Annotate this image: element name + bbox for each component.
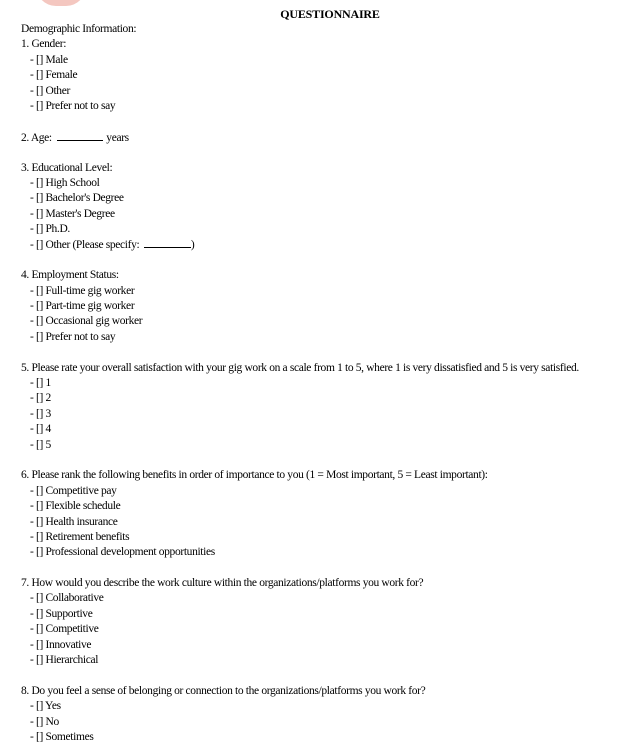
option-rating-5[interactable]: - [] 5: [30, 438, 51, 451]
question-benefits-rank: [21, 468, 638, 560]
option-flexible-schedule[interactable]: - [] Flexible schedule: [30, 500, 121, 513]
question-text: 6. Please rank the following benefits in order of importance to you (1 = Most important, 5 = Least important):: [21, 469, 488, 482]
option-masters[interactable]: - [] Master's Degree: [30, 207, 115, 220]
option-prefer-not-to-say[interactable]: - [] Prefer not to say: [30, 99, 116, 112]
option-collaborative[interactable]: - [] Collaborative: [30, 592, 104, 605]
option-label: - [] Other (Please specify:: [30, 239, 142, 252]
option-occasional[interactable]: - [] Occasional gig worker: [30, 315, 143, 328]
option-rating-4[interactable]: - [] 4: [30, 423, 51, 436]
question-text: 8. Do you feel a sense of belonging or connection to the organizations/platforms you work for?: [21, 684, 426, 697]
option-bachelors[interactable]: - [] Bachelor's Degree: [30, 192, 124, 205]
question-gender: [21, 37, 638, 114]
age-unit: years: [106, 131, 129, 144]
option-sometimes[interactable]: - [] Sometimes: [30, 730, 94, 743]
option-high-school[interactable]: - [] High School: [30, 176, 100, 189]
option-retirement-benefits[interactable]: - [] Retirement benefits: [30, 530, 130, 543]
question-text: 5. Please rate your overall satisfaction with your gig work on a scale from 1 to 5, where 1 is very dissatisfied and 5 is very satisfied.: [21, 361, 579, 374]
section-heading: Demographic Information:: [21, 23, 137, 35]
option-full-time[interactable]: - [] Full-time gig worker: [30, 284, 135, 297]
question-belonging: [21, 684, 638, 746]
question-satisfaction: [21, 361, 638, 453]
option-yes[interactable]: - [] Yes: [30, 700, 61, 713]
question-text: 1. Gender:: [21, 38, 67, 51]
option-other-specify[interactable]: [21, 237, 638, 252]
option-innovative[interactable]: - [] Innovative: [30, 638, 92, 651]
option-no[interactable]: - [] No: [30, 715, 59, 728]
specify-blank-field[interactable]: [144, 237, 191, 248]
option-close: ): [190, 239, 195, 252]
option-phd[interactable]: - [] Ph.D.: [30, 223, 70, 236]
option-female[interactable]: - [] Female: [30, 69, 78, 82]
option-male[interactable]: - [] Male: [30, 53, 68, 66]
option-prefer-not-to-say[interactable]: - [] Prefer not to say: [30, 330, 116, 343]
age-blank-field[interactable]: [57, 130, 103, 141]
option-supportive[interactable]: - [] Supportive: [30, 607, 93, 620]
option-part-time[interactable]: - [] Part-time gig worker: [30, 300, 135, 313]
option-hierarchical[interactable]: - [] Hierarchical: [30, 654, 99, 667]
question-text: 4. Employment Status:: [21, 269, 119, 282]
question-employment: [21, 268, 638, 345]
option-rating-1[interactable]: - [] 1: [30, 376, 51, 389]
question-education: [21, 161, 638, 253]
option-professional-development[interactable]: - [] Professional development opportunities: [30, 546, 215, 559]
option-rating-3[interactable]: - [] 3: [30, 407, 51, 420]
option-other[interactable]: - [] Other: [30, 84, 70, 97]
option-competitive[interactable]: - [] Competitive: [30, 623, 99, 636]
question-text: 3. Educational Level:: [21, 161, 113, 174]
questionnaire-body: [21, 22, 638, 745]
page-title: QUESTIONNAIRE: [280, 7, 380, 21]
question-text: 7. How would you describe the work culture within the organizations/platforms you work for?: [21, 577, 424, 590]
logo-fragment: [36, 0, 86, 6]
question-age: [21, 130, 638, 145]
question-text: 2. Age:: [21, 131, 55, 144]
option-competitive-pay[interactable]: - [] Competitive pay: [30, 484, 117, 497]
question-work-culture: [21, 576, 638, 668]
option-rating-2[interactable]: - [] 2: [30, 392, 51, 405]
option-health-insurance[interactable]: - [] Health insurance: [30, 515, 118, 528]
